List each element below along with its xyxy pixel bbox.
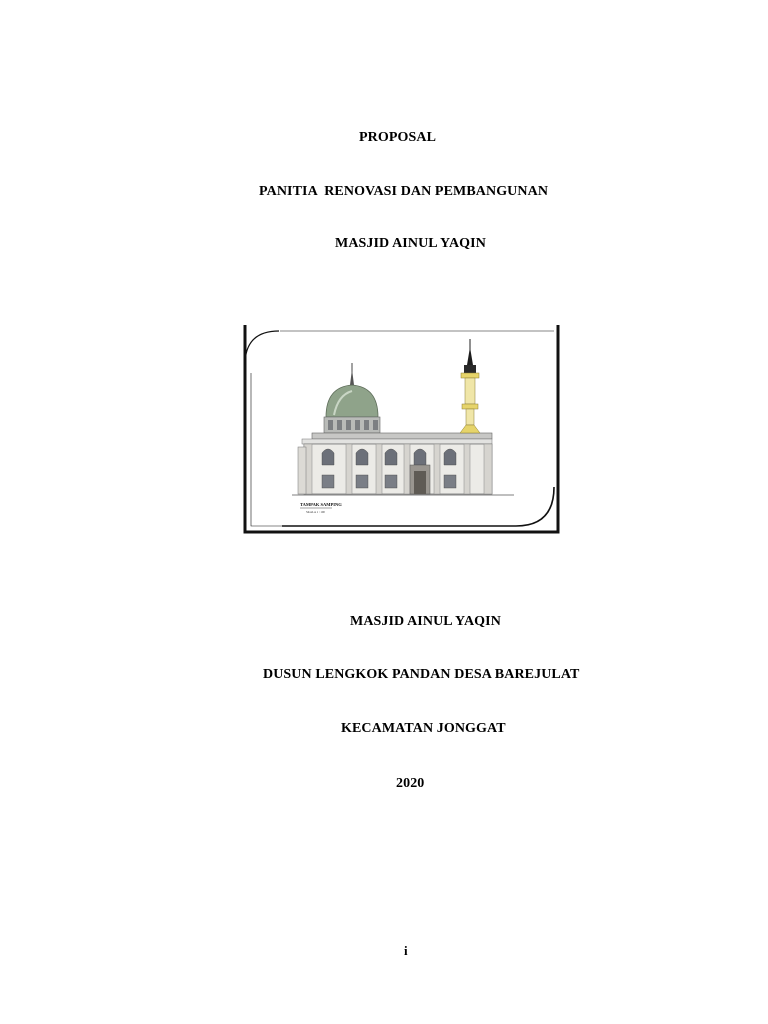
address-line: DUSUN LENGKOK PANDAN DESA BAREJULAT: [263, 667, 580, 682]
drawing-caption: TAMPAK SAMPING: [300, 502, 342, 507]
page-number: i: [404, 943, 408, 958]
drawing-scale-note: SKALA 1 : 100: [306, 510, 325, 514]
mosque-name-bottom: MASJID AINUL YAQIN: [350, 614, 501, 629]
committee-line: PANITIA RENOVASI DAN PEMBANGUNAN: [259, 184, 549, 199]
mosque-elevation-drawing: [242, 325, 561, 535]
mosque-name-top: MASJID AINUL YAQIN: [335, 236, 486, 251]
proposal-heading: PROPOSAL: [359, 130, 437, 145]
district-line: KECAMATAN JONGGAT: [341, 721, 506, 736]
year-label: 2020: [396, 776, 425, 791]
